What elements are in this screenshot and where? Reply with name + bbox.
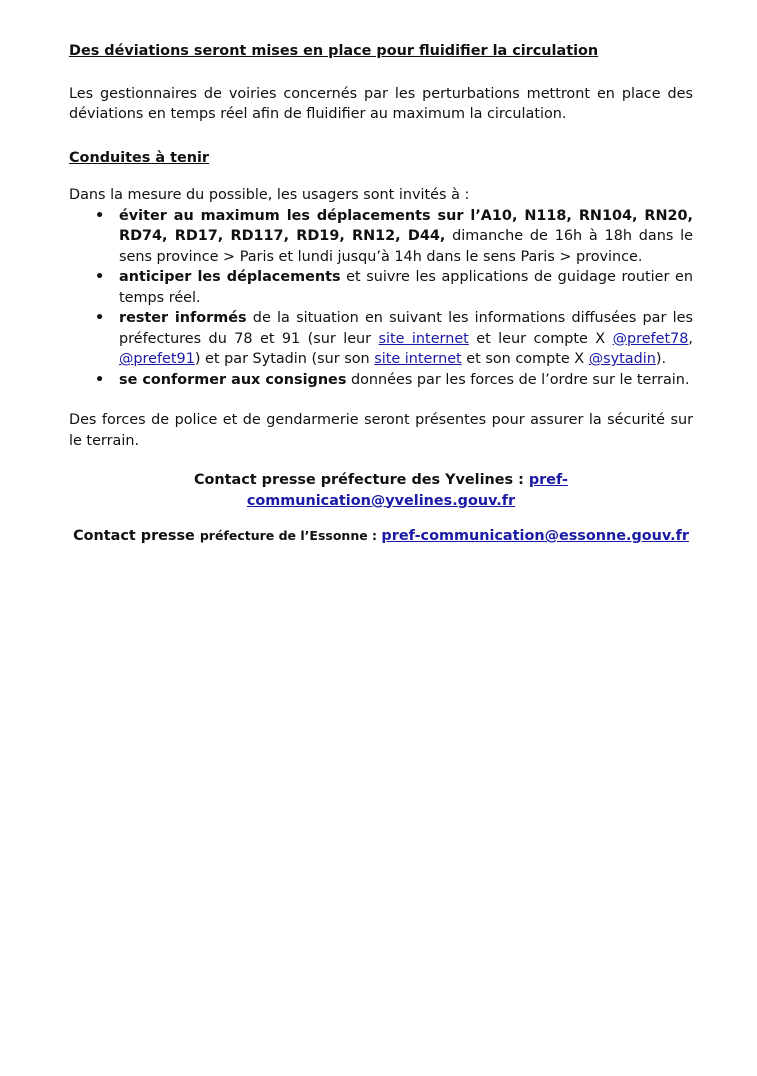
bullet-icon: • — [95, 269, 105, 285]
bullet-icon: • — [95, 310, 105, 326]
essonne-email-link[interactable]: pref-communication@essonne.gouv.fr — [381, 528, 689, 544]
contact-label: Contact presse — [73, 528, 200, 544]
bullet-icon: • — [95, 207, 105, 224]
deviations-paragraph: Les gestionnaires de voiries concernés par les perturbations mettront en place des déviations en temps réel afin de fluidifier au maximum la circulation. — [69, 85, 693, 122]
list-item-bold: éviter au maximum les déplacements sur l’A10, N118, RN104, RN20, RD74, RD17, RD117, RD19, RN12, D44, — [119, 207, 693, 244]
list-item-bold: anticiper les déplacements — [119, 269, 341, 285]
section-heading-conduites: Conduites à tenir — [69, 149, 210, 166]
sytadin-website-link[interactable]: site internet — [374, 351, 462, 367]
list-item-text: dimanche de 16h à 18h dans le sens province > Paris et lundi jusqu’à 14h dans le sens Paris > province. — [119, 228, 693, 265]
list-item-text: et son compte X — [461, 351, 589, 367]
document-content — [69, 41, 693, 547]
list-item-text: ) et par Sytadin (sur son — [194, 351, 375, 367]
list-item-bold: rester informés — [119, 310, 247, 326]
list-item-anticipate — [69, 267, 693, 308]
list-item-stay-informed — [69, 308, 693, 370]
contact-label-small: préfecture de l’Essonne : — [199, 528, 382, 543]
contact-label: Contact presse préfecture des Yvelines : — [193, 472, 529, 488]
prefet91-link[interactable]: @prefet91 — [119, 351, 195, 367]
bullet-icon: • — [95, 371, 105, 388]
list-item-bold: se conformer aux consignes — [119, 371, 347, 388]
list-item-text: de la situation en suivant les informations diffusées par les préfectures du 78 et 91 (sur leur — [119, 310, 693, 347]
list-item-text: données par les forces de l’ordre sur le terrain. — [346, 371, 690, 388]
list-item-text: , — [688, 330, 693, 347]
section-heading-deviations: Des déviations seront mises en place pour fluidifier la circulation — [69, 43, 599, 59]
yvelines-email-link[interactable]: pref-communication@yvelines.gouv.fr — [246, 472, 568, 509]
list-item-text: ). — [655, 351, 667, 367]
prefecture-website-link[interactable]: site internet — [378, 330, 469, 347]
contact-essonne — [69, 526, 693, 547]
list-item-comply — [69, 370, 693, 391]
conduites-intro: Dans la mesure du possible, les usagers sont invités à : — [69, 187, 470, 203]
list-item-text: et leur compte X — [468, 330, 613, 347]
closing-paragraph: Des forces de police et de gendarmerie seront présentes pour assurer la sécurité sur le terrain. — [69, 412, 693, 449]
prefet78-link[interactable]: @prefet78 — [612, 330, 689, 347]
contact-yvelines — [69, 470, 693, 511]
sytadin-account-link[interactable]: @sytadin — [588, 351, 656, 367]
list-item-avoid-roads — [69, 206, 693, 268]
recommendations-list — [69, 206, 693, 391]
list-item-text: et suivre les applications de guidage routier en temps réel. — [119, 269, 693, 306]
